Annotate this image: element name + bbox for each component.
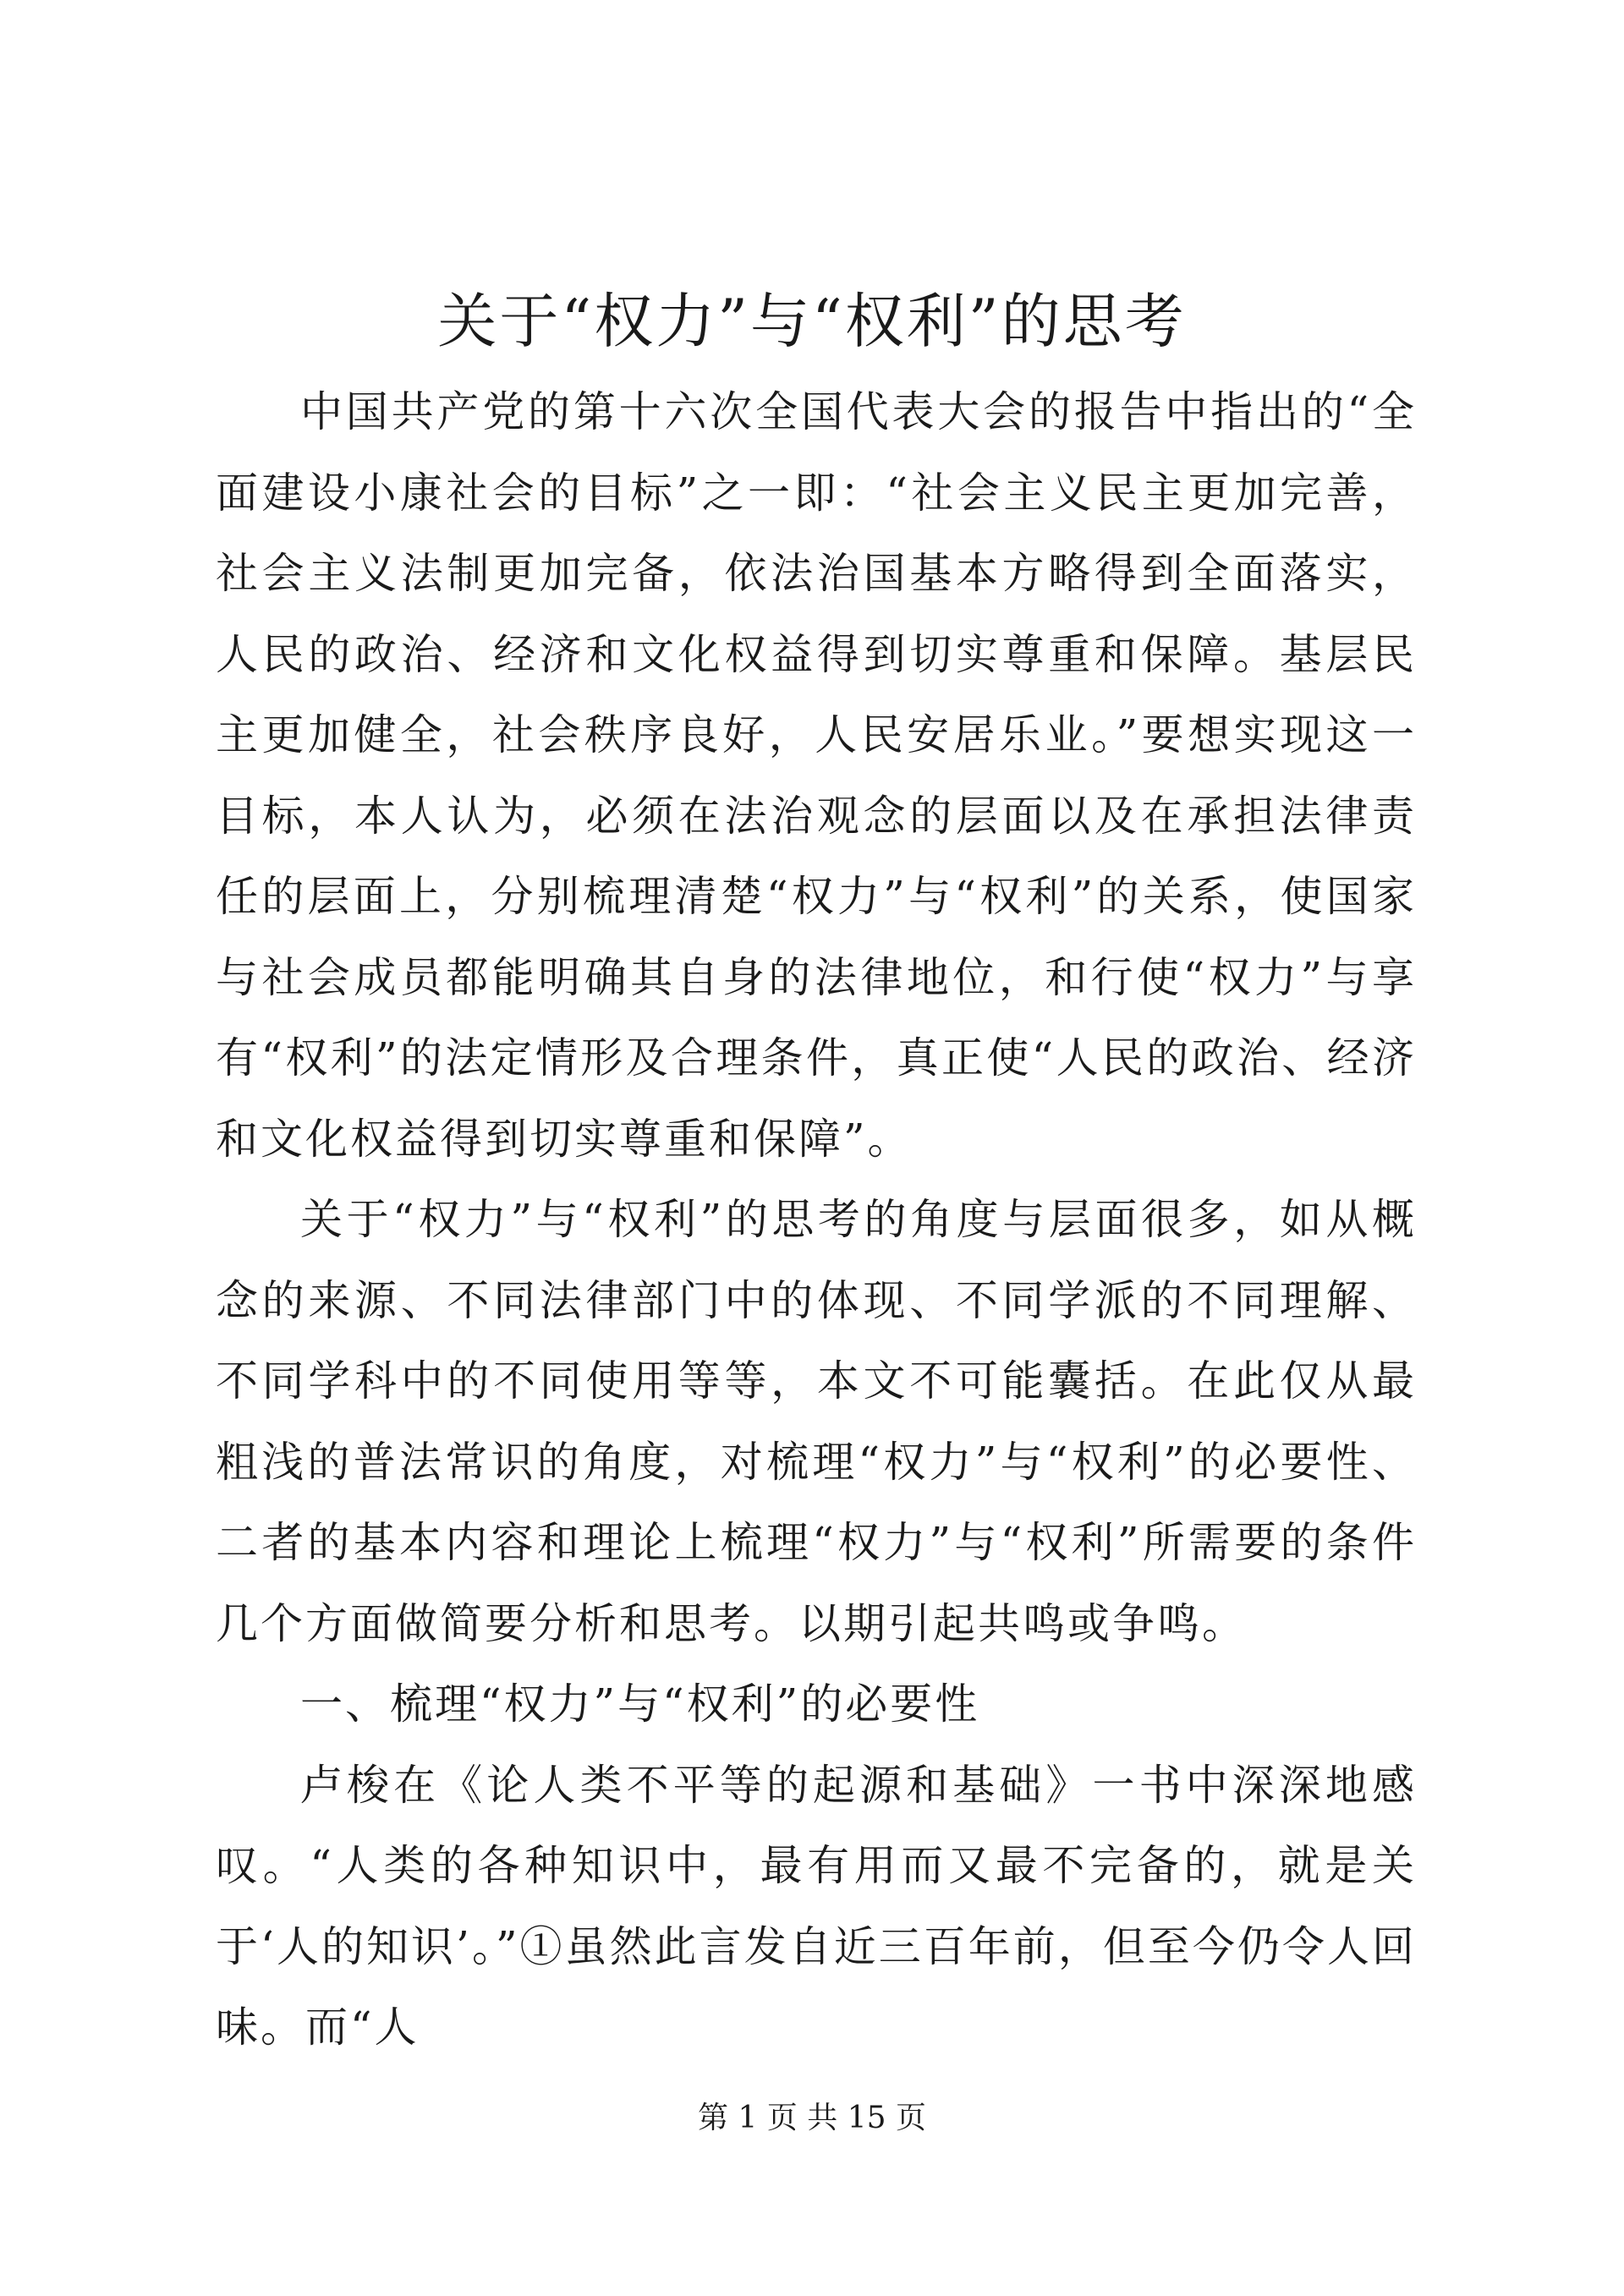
paragraph: 关于“权力”与“权利”的思考的角度与层面很多，如从概念的来源、不同法律部门中的体现、不同学派的不同理解、不同学科中的不同使用等等，本文不可能囊括。在此仅从最粗浅的普法常识的角度，对梳理“权力”与“权利”的必要性、二者的基本内容和理论上梳理“权力”与“权利”所需要的条件几个方面做简要分析和思考。以期引起共鸣或争鸣。 [216, 1195, 1417, 1648]
paragraph: 卢梭在《论人类不平等的起源和基础》一书中深深地感叹。“人类的各种知识中，最有用而又最不完备的，就是关于‘人的知识’。”①虽然此言发自近三百年前，但至今仍令人回味。而“人 [216, 1760, 1417, 2052]
document-body [216, 372, 1417, 2069]
paragraph: 中国共产党的第十六次全国代表大会的报告中指出的“全面建设小康社会的目标”之一即：“社会主义民主更加完善，社会主义法制更加完备，依法治国基本方略得到全面落实，人民的政治、经济和文化权益得到切实尊重和保障。基层民主更加健全，社会秩序良好，人民安居乐业。”要想实现这一目标，本人认为，必须在法治观念的层面以及在承担法律责任的层面上，分别梳理清楚“权力”与“权利”的关系，使国家与社会成员都能明确其自身的法律地位，和行使“权力”与享有“权利”的法定情形及合理条件，真正使“人民的政治、经济和文化权益得到切实尊重和保障”。 [216, 387, 1417, 1164]
page-footer: 第 1 页 共 15 页 [698, 2101, 926, 2135]
document-title: 关于“权力”与“权利”的思考 [437, 287, 1187, 356]
section-heading: 一、梳理“权力”与“权利”的必要性 [300, 1680, 980, 1729]
